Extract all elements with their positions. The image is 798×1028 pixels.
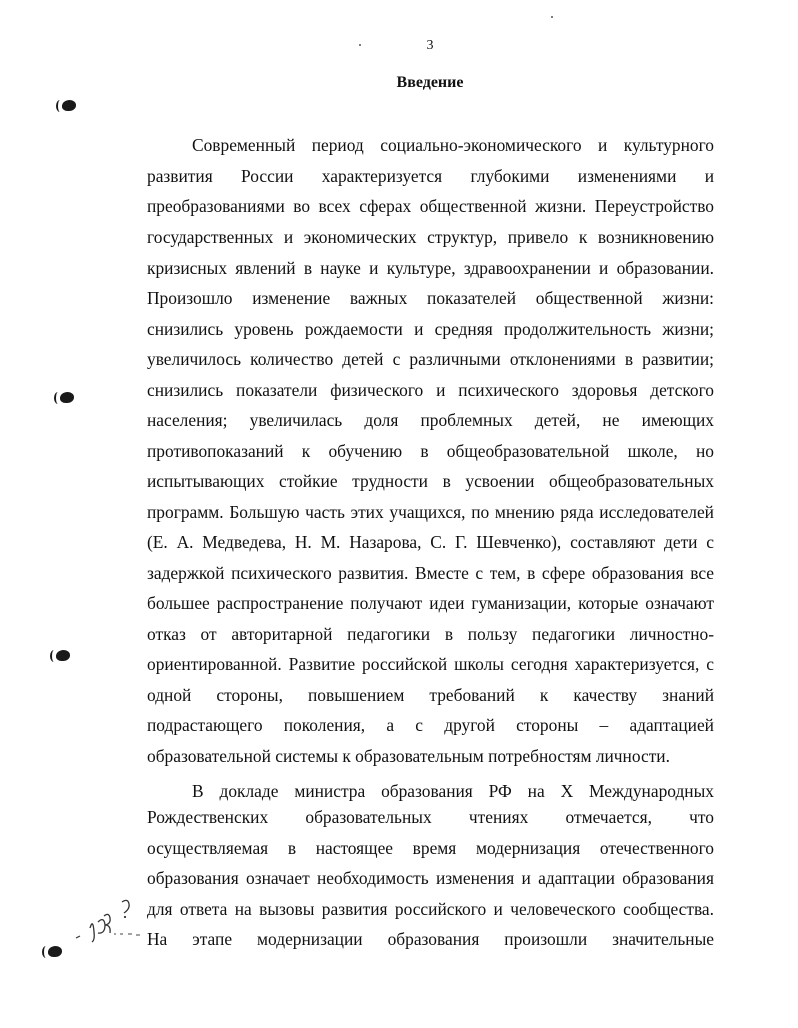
scan-speck bbox=[551, 16, 553, 18]
text-line: для ответа на вызовы развития российского и человеческого сообщества. bbox=[147, 899, 714, 919]
text-line: задержкой психического развития. Вместе с тем, в сфере образования все bbox=[147, 563, 714, 583]
text-line: снизились показатели физического и психического здоровья детского bbox=[147, 380, 714, 400]
text-line: увеличилось количество детей с различными отклонениями в развитии; bbox=[147, 349, 714, 369]
text-line: (Е. А. Медведева, Н. М. Назарова, С. Г. Шевченко), составляют дети с bbox=[147, 532, 714, 552]
punch-hole-icon bbox=[56, 650, 70, 661]
text-line: развития России характеризуется глубокими изменениями и bbox=[147, 166, 714, 186]
text-line: отказ от авторитарной педагогики в пользу педагогики личностно- bbox=[147, 624, 714, 644]
text-line: противопоказаний к обучению в общеобразовательной школе, но bbox=[147, 441, 714, 461]
text-line: подрастающего поколения, а с другой стороны – адаптацией bbox=[147, 715, 714, 735]
punch-hole-icon bbox=[62, 100, 76, 111]
text-line: ориентированной. Развитие российской школы сегодня характеризуется, с bbox=[147, 654, 714, 674]
punch-hole-icon bbox=[48, 946, 62, 957]
text-line: программ. Большую часть этих учащихся, по мнению ряда исследователей bbox=[147, 502, 714, 522]
punch-hole-icon bbox=[60, 392, 74, 403]
text-line: Современный период социально-экономического и культурного bbox=[192, 135, 714, 155]
text-line: большее распространение получают идеи гуманизации, которые означают bbox=[147, 593, 714, 613]
text-line: испытывающих стойкие трудности в усвоении общеобразовательных bbox=[147, 471, 714, 491]
text-line: осуществляемая в настоящее время модернизация отечественного bbox=[147, 838, 714, 858]
text-line: В докладе министра образования РФ на X Международных bbox=[192, 781, 714, 801]
text-line: Произошло изменение важных показателей общественной жизни: bbox=[147, 288, 714, 308]
text-line: государственных и экономических структур, привело к возникновению bbox=[147, 227, 714, 247]
text-line: На этапе модернизации образования произошли значительные bbox=[147, 929, 714, 949]
text-line: преобразованиями во всех сферах общественной жизни. Переустройство bbox=[147, 196, 714, 216]
handwritten-margin-note bbox=[70, 898, 150, 948]
text-line: кризисных явлений в науке и культуре, здравоохранении и образовании. bbox=[147, 258, 714, 278]
section-heading: Введение bbox=[396, 74, 464, 91]
text-line: образовательной системы к образовательным потребностям личности. bbox=[147, 746, 670, 766]
page-number: 3 bbox=[426, 38, 434, 53]
text-line: населения; увеличилась доля проблемных детей, не имеющих bbox=[147, 410, 714, 430]
text-line: Рождественских образовательных чтениях отмечается, что bbox=[147, 807, 714, 827]
scan-speck bbox=[359, 44, 361, 46]
text-line: снизились уровень рождаемости и средняя продолжительность жизни; bbox=[147, 319, 714, 339]
text-line: одной стороны, повышением требований к качеству знаний bbox=[147, 685, 714, 705]
text-line: образования означает необходимость изменения и адаптации образования bbox=[147, 868, 714, 888]
